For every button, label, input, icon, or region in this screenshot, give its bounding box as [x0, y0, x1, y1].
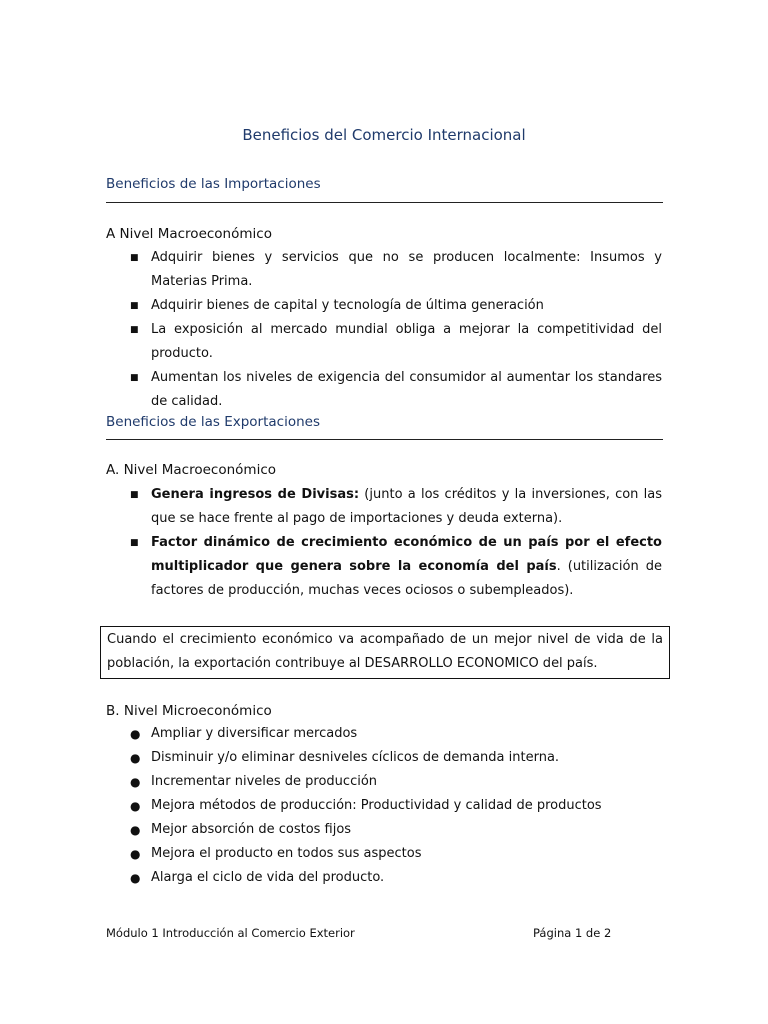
square-bullet-icon: ■ [130, 253, 139, 263]
list-item: ■ Adquirir bienes y servicios que no se producen localmente: Insumos y Materias Prima. [106, 246, 662, 294]
list-item: ■ Genera ingresos de Divisas: (junto a los créditos y la inversiones, con las que se hace frente al pago de importaciones y deuda externa). [106, 483, 662, 531]
square-bullet-icon: ■ [130, 538, 139, 548]
imports-macro-subheading: A Nivel Macroeconómico [106, 226, 272, 242]
round-bullet-icon: ● [130, 751, 141, 765]
round-bullet-icon: ● [130, 823, 141, 837]
list-item: ● Mejor absorción de costos fijos [106, 818, 662, 842]
document-title: Beneficios del Comercio Internacional [242, 126, 526, 144]
list-item: ● Mejora el producto en todos sus aspectos [106, 842, 662, 866]
round-bullet-icon: ● [130, 727, 141, 741]
bold-lead: Factor dinámico de crecimiento económico de un país por el efecto multiplicador que genera sobre la economía del país [151, 535, 662, 574]
square-bullet-icon: ■ [130, 490, 139, 500]
list-item: ■ Factor dinámico de crecimiento económico de un país por el efecto multiplicador que genera sobre la economía del país. (utilización de factores de producción, muchas veces ociosos o subempleados). [106, 531, 662, 603]
list-item: ● Alarga el ciclo de vida del producto. [106, 866, 662, 890]
list-item: ● Mejora métodos de producción: Productividad y calidad de productos [106, 794, 662, 818]
footer-page-number: Página 1 de 2 [533, 926, 612, 940]
exports-rule [106, 439, 663, 440]
exports-heading: Beneficios de las Exportaciones [106, 414, 320, 430]
exports-micro-list [106, 722, 662, 890]
round-bullet-icon: ● [130, 775, 141, 789]
list-item: ● Incrementar niveles de producción [106, 770, 662, 794]
list-item: ● Disminuir y/o eliminar desniveles cíclicos de demanda interna. [106, 746, 662, 770]
list-item: ■ Adquirir bienes de capital y tecnología de última generación [106, 294, 662, 318]
highlight-box: Cuando el crecimiento económico va acompañado de un mejor nivel de vida de la población, la exportación contribuye al DESARROLLO ECONOMICO del país. [100, 626, 670, 679]
exports-macro-subheading: A. Nivel Macroeconómico [106, 462, 277, 478]
round-bullet-icon: ● [130, 847, 141, 861]
list-item: ■ Aumentan los niveles de exigencia del consumidor al aumentar los standares de calidad. [106, 366, 662, 414]
round-bullet-icon: ● [130, 871, 141, 885]
footer-module: Módulo 1 Introducción al Comercio Exterior [106, 926, 355, 940]
list-item: ■ La exposición al mercado mundial obliga a mejorar la competitividad del producto. [106, 318, 662, 366]
square-bullet-icon: ■ [130, 301, 139, 311]
imports-rule [106, 202, 663, 203]
bold-lead: Genera ingresos de Divisas: [151, 487, 360, 502]
imports-list [106, 246, 662, 414]
exports-micro-subheading: B. Nivel Microeconómico [106, 703, 272, 719]
list-item: ● Ampliar y diversificar mercados [106, 722, 662, 746]
round-bullet-icon: ● [130, 799, 141, 813]
exports-macro-list [106, 483, 662, 603]
square-bullet-icon: ■ [130, 373, 139, 383]
square-bullet-icon: ■ [130, 325, 139, 335]
imports-heading: Beneficios de las Importaciones [106, 176, 321, 192]
